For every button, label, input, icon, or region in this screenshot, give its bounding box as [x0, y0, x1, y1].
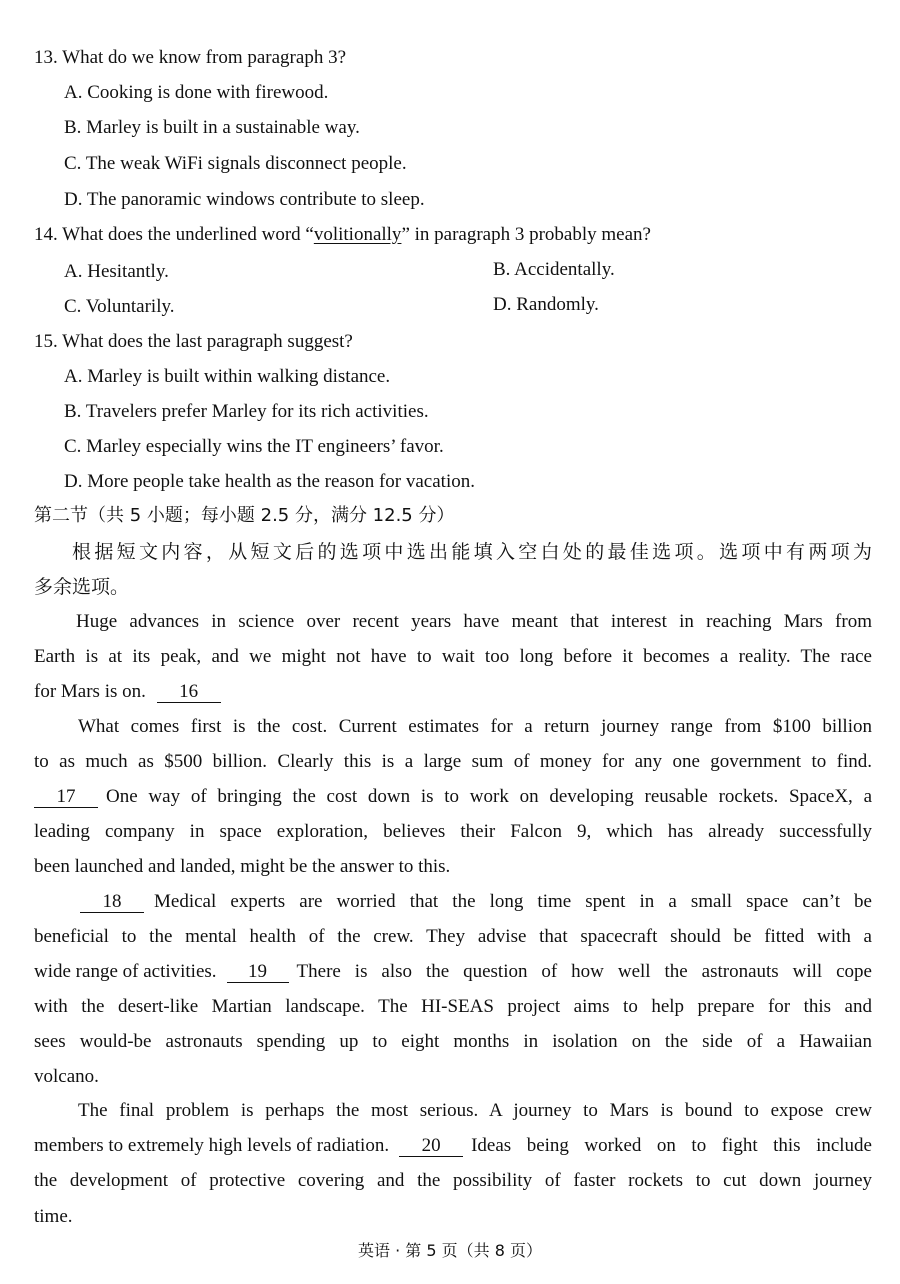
blank-18: 18 [80, 892, 144, 913]
question-15-stem: 15. What does the last paragraph suggest? [34, 331, 353, 352]
q14-stem-suffix: ” in paragraph 3 probably mean? [401, 224, 651, 245]
q14-option-d: D. Randomly. [493, 294, 599, 315]
passage-p2-line2: to as much as $500 billion. Clearly this is a large sum of money for any one government to find. [34, 751, 872, 772]
passage-p4-line2 [34, 1136, 872, 1157]
passage-p4-line2-text-b: Ideas being worked on to fight this include [471, 1135, 872, 1156]
passage-p4-line1: The final problem is perhaps the most serious. A journey to Mars is bound to expose crew [78, 1100, 872, 1121]
q14-option-a: A. Hesitantly. [64, 261, 169, 282]
passage-p4-line4: time. [34, 1206, 73, 1227]
passage-p1-line3 [34, 682, 221, 703]
passage-p3-line3 [34, 962, 872, 983]
q13-option-c: C. The weak WiFi signals disconnect people. [64, 153, 407, 174]
q15-option-a: A. Marley is built within walking distance. [64, 366, 391, 387]
passage-p2-line5: been launched and landed, might be the answer to this. [34, 856, 451, 877]
q14-option-c: C. Voluntarily. [64, 296, 175, 317]
question-14-stem [34, 225, 651, 244]
q13-option-d: D. The panoramic windows contribute to sleep. [64, 189, 425, 210]
passage-p2-line3-text: One way of bringing the cost down is to work on developing reusable rockets. SpaceX, a [106, 786, 872, 807]
passage-p3-line5: sees would-be astronauts spending up to eight months in isolation on the side of a Hawaiian [34, 1031, 872, 1052]
section-heading: 第二节（共 5 小题；每小题 2.5 分，满分 12.5 分） [34, 505, 455, 526]
q13-option-b: B. Marley is built in a sustainable way. [64, 117, 360, 138]
q15-option-d: D. More people take health as the reason for vacation. [64, 471, 475, 492]
section-instruction-line2: 多余选项。 [34, 576, 130, 598]
passage-p3-line3-text-a: wide range of activities. [34, 961, 217, 982]
underlined-word: volitionally [313, 224, 402, 245]
passage-p4-line2-text-a: members to extremely high levels of radiation. [34, 1135, 390, 1156]
q15-option-b: B. Travelers prefer Marley for its rich activities. [64, 401, 429, 422]
passage-p1-line3-text: for Mars is on. [34, 681, 146, 702]
passage-p2-line4: leading company in space exploration, believes their Falcon 9, which has already successfully [34, 821, 872, 842]
passage-p2-line1: What comes first is the cost. Current estimates for a return journey range from $100 billion [78, 716, 872, 737]
passage-p2-line3 [34, 787, 872, 808]
passage-p1-line1: Huge advances in science over recent years have meant that interest in reaching Mars from [76, 611, 872, 632]
passage-p4-line3: the development of protective covering and the possibility of faster rockets to cut down journey [34, 1170, 872, 1191]
passage-p3-line6: volcano. [34, 1066, 99, 1087]
question-13-stem: 13. What do we know from paragraph 3? [34, 47, 346, 68]
passage-p3-line1-text: Medical experts are worried that the long time spent in a small space can’t be [154, 891, 872, 912]
q13-option-a: A. Cooking is done with firewood. [64, 82, 329, 103]
passage-p3-line3-text-b: There is also the question of how well the astronauts will cope [296, 961, 872, 982]
passage-p1-line2: Earth is at its peak, and we might not have to wait too long before it becomes a reality. The race [34, 646, 872, 667]
passage-p3-line2: beneficial to the mental health of the crew. They advise that spacecraft should be fitted with a [34, 926, 872, 947]
passage-p3-line4: with the desert-like Martian landscape. The HI-SEAS project aims to help prepare for this and [34, 996, 872, 1017]
q14-stem-prefix: 14. What does the underlined word “ [34, 224, 314, 245]
blank-16: 16 [157, 682, 221, 703]
page-footer: 英语 · 第 5 页（共 8 页） [358, 1241, 542, 1260]
passage-p3-line1 [80, 892, 872, 913]
q15-option-c: C. Marley especially wins the IT engineers’ favor. [64, 436, 444, 457]
blank-17: 17 [34, 787, 98, 808]
blank-20: 20 [399, 1136, 463, 1157]
q14-option-b: B. Accidentally. [493, 259, 615, 280]
section-instruction-line1: 根据短文内容，从短文后的选项中选出能填入空白处的最佳选项。选项中有两项为 [72, 541, 872, 563]
blank-19: 19 [227, 962, 289, 983]
